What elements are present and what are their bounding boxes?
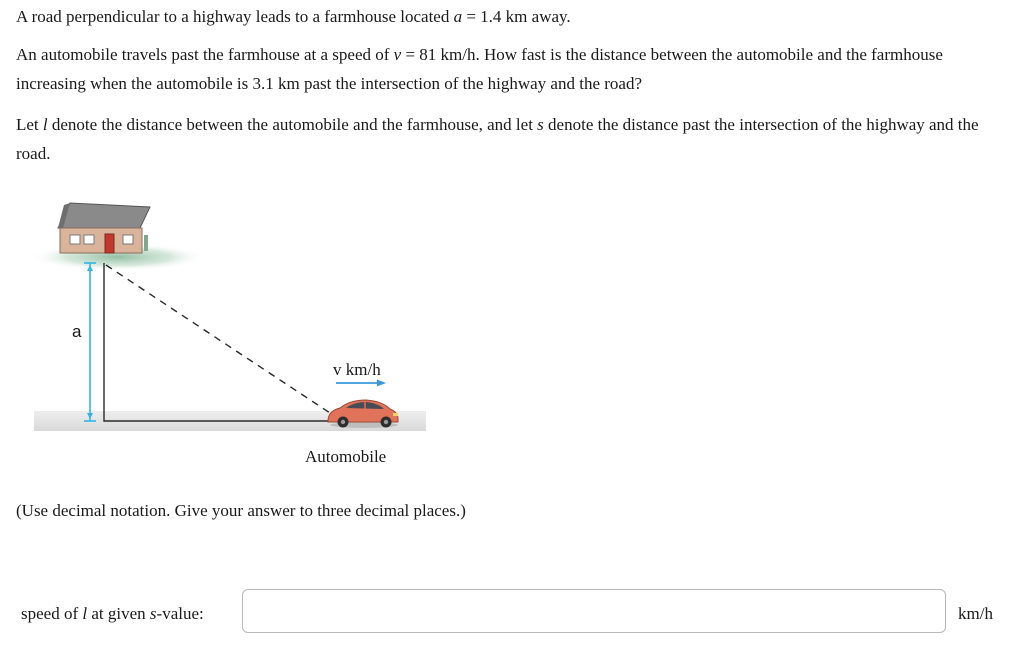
text-fragment: -value: [156,604,204,623]
problem-statement-distance [16,2,1011,31]
distance-l-line [106,265,330,413]
text-fragment: An automobile travels past the farmhouse at a speed of [16,45,394,64]
variable-l: l [42,115,48,134]
text-fragment: = 81 km/h. How fast is the distance between the automobile and the farmhouse increasing when the automobile is 3.1 km past the intersection of the highway and the road? [16,45,943,93]
unit-label: km/h [958,604,993,623]
figure-caption: Automobile [305,447,387,466]
answer-label [21,601,204,627]
text-fragment: A road perpendicular to a highway leads to a farmhouse located [16,7,454,26]
variable-l: l [82,604,88,623]
text-fragment: Let [16,115,43,134]
variable-a: a [453,7,463,26]
variable-s: s [149,604,157,623]
velocity-arrow-icon [336,380,386,387]
distance-a-marker [84,263,96,421]
instructions: (Use decimal notation. Give your answer to three decimal places.) [16,501,466,520]
variable-s: s [537,115,544,134]
text-fragment: = 1.4 km away. [462,7,571,26]
problem-figure [0,185,460,485]
text-fragment: speed of [21,604,83,623]
text-fragment: denote the distance past the intersection of the highway and the road. [16,115,979,163]
automobile-icon [328,400,398,428]
problem-definitions [16,110,1011,168]
label-a: a [72,322,82,341]
answer-input[interactable] [242,589,946,633]
variable-v: v [393,45,402,64]
problem-statement-speed [16,40,1011,98]
farmhouse-icon [58,203,150,253]
text-fragment: denote the distance between the automobile and the farmhouse, and let [47,115,538,134]
text-fragment: at given [87,604,150,623]
speed-label: v km/h [333,360,381,379]
